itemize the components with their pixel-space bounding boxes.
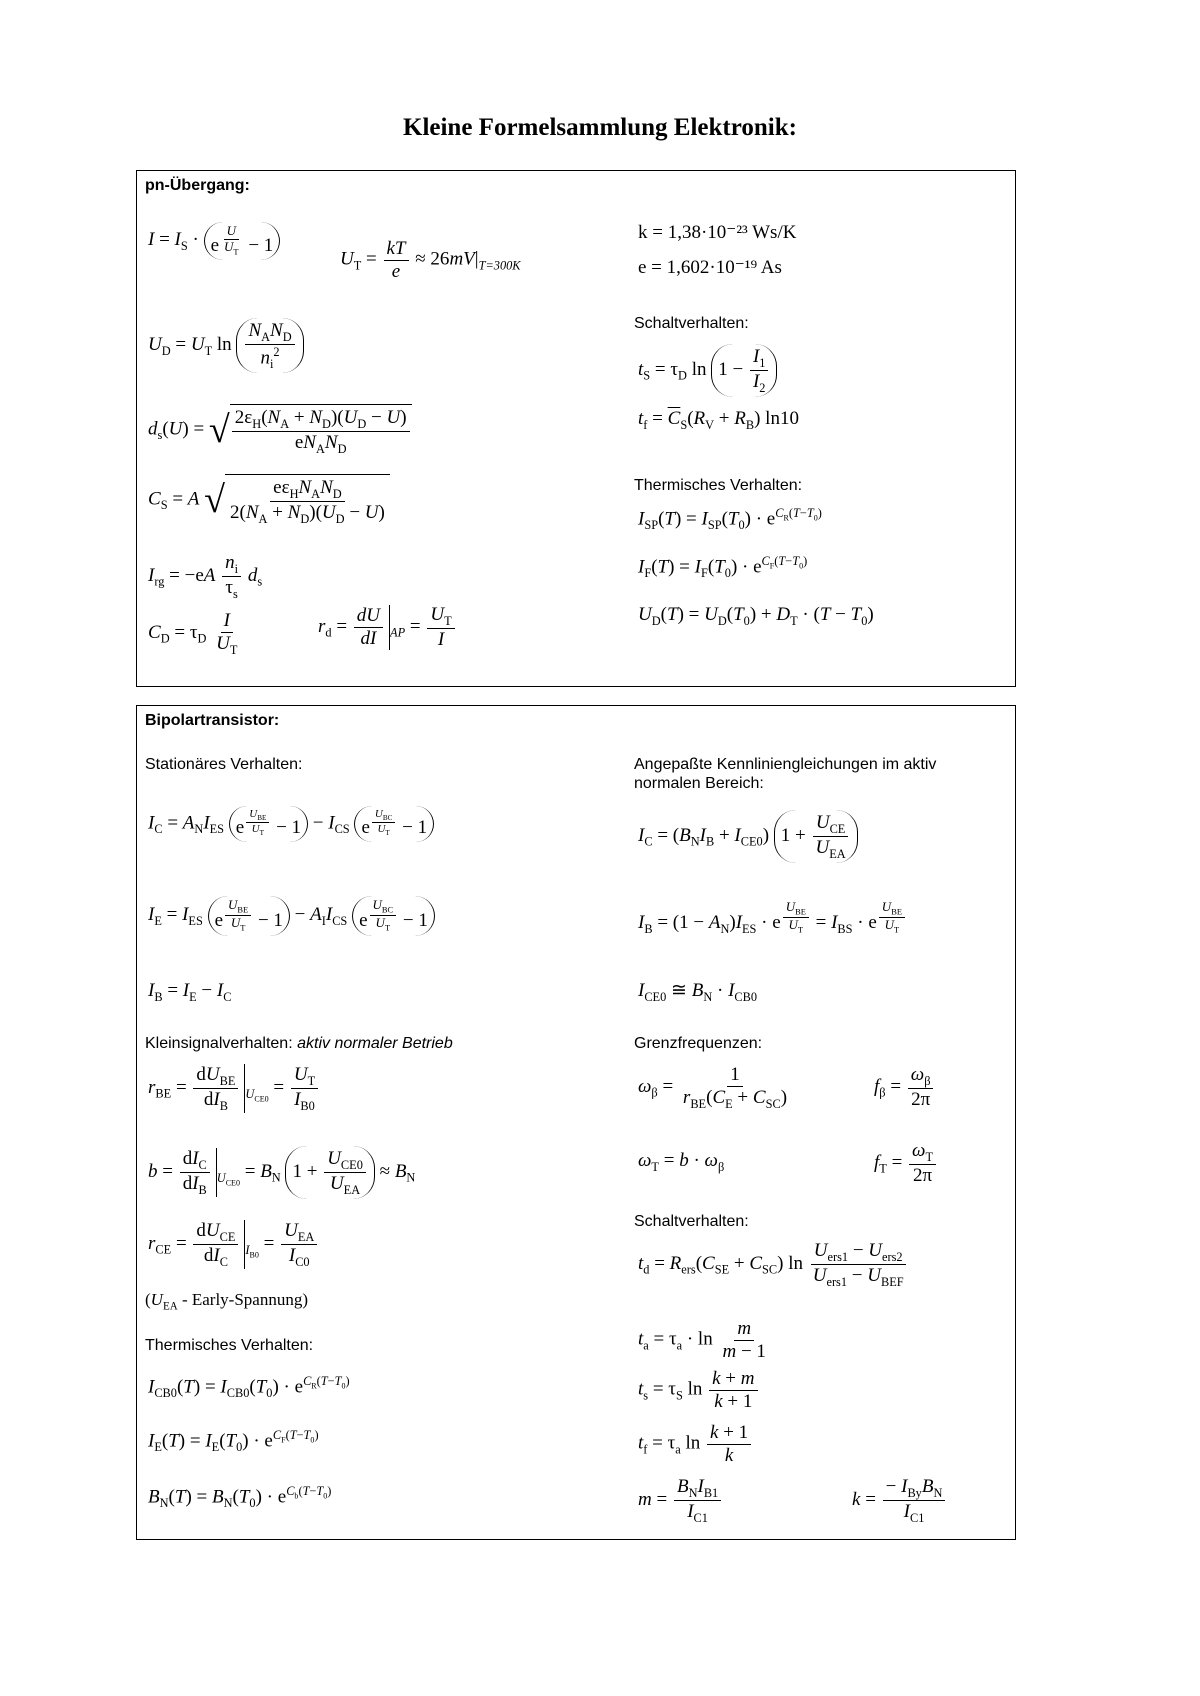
pn-switching-heading: Schaltverhalten: <box>634 315 749 332</box>
constant-charge: e = 1,602·10⁻¹⁹ As <box>638 257 782 278</box>
formula-differential-resistance: $r_d$ = $\frac{dU}{dI}$ $_{AP}$ = $\frac{U_T}{I}$ <box>318 604 457 651</box>
page-title: Kleine Formelsammlung Elektronik: <box>403 114 797 141</box>
formula-icb0-temperature: $I_{CB0}(T) = I_{CB0}(T_0) \cdot e^{C_R(T-T_0)}$ <box>148 1374 350 1401</box>
formula-rbe: $r_{BE}$ = $dU_{BE}$ $dI_B$ $_{U_{CE0}}$ = $\frac{U_T}{I_{B0}}$ <box>148 1064 320 1113</box>
formula-ie-temperature: $I_E(T) = I_E(T_0) \cdot e^{C_F(T-T_0)}$ <box>148 1428 319 1455</box>
formula-ic-adapted: $I_C = (B_NI_B + I_{CE0}) 1$ + $U_{CE}$ $U_{EA}$ <box>638 810 858 863</box>
formula-bn-temperature: $B_N(T) = B_N(T_0) \cdot e^{C_b(T-T_0)}$ <box>148 1484 332 1511</box>
formula-f-beta: $f_\beta$ = $\frac{\omega_\beta}{2\pi}$ <box>874 1064 935 1111</box>
formula-b-gain: b = $dI_C$ $dI_B$ $_{U_{CE0}} = B_N$ 1 + $U_{CE0}$ $U_{EA}$ ≈ $B_N$ <box>148 1146 415 1199</box>
formula-ice0: $I_{CE0}$ ≅ $B_N \cdot I_{CB0}$ <box>638 980 758 1004</box>
bjt-cutoff-heading: Grenzfrequenzen: <box>634 1035 763 1052</box>
bjt-thermal-heading: Thermisches Verhalten: <box>145 1337 314 1354</box>
formula-diffusion-capacitance: $C_D = \tau_D$ $\frac{I}{U_T}$ <box>148 610 238 657</box>
formula-generation-current: $I_{rg} = -eA$ $\frac{n_i}{\tau_s}$ $d_s$ <box>148 552 263 601</box>
formula-omega-t: $\omega_T = b \cdot \omega_\beta$ <box>638 1150 725 1174</box>
formula-ud-temperature: $U_D(T) = U_D(T_0) + D_T \cdot (T - T_0)$ <box>638 604 874 628</box>
constant-boltzmann: k = 1,38·10⁻²³ Ws/K <box>638 222 797 243</box>
bjt-switching-heading: Schaltverhalten: <box>634 1213 749 1230</box>
formula-fall-time-bjt: $t_f = \tau_a$ ln $\frac{k + 1}{k}$ <box>638 1422 753 1467</box>
smallsignal-mode: aktiv normaler Betrieb <box>297 1035 453 1052</box>
formula-rce: $r_{CE}$ = $dU_{CE}$ $dI_C$ $_{I_{B0}}$ = $U_{EA}$ $I_{C0}$ <box>148 1220 319 1269</box>
formula-m-factor: m = $B_NI_{B1}$ $I_{C1}$ <box>638 1476 723 1525</box>
formula-thermal-voltage: $U_T$ = $\frac{kT}{e}$ ≈ $26mV|_{T=300K}$ <box>340 238 521 282</box>
formula-depletion-width: $d_s(U)$ = √ $2\varepsilon_H(N_A + N_D)(U_D - U)$ $eN_AN_D$ <box>148 404 412 456</box>
formula-ic-ebers-moll: $I_C = A_NI_{ES}$ e $^{U_{BE} U_T}$ − $1 - I_{CS}$ e $^{U_{BC} U_T}$ − 1 <box>148 806 434 842</box>
bjt-stationary-heading: Stationäres Verhalten: <box>145 756 303 773</box>
formula-junction-capacitance: $C_S = A$ √ $e\varepsilon_HN_AN_D$ $2(N_A + N_D)(U_D - U)$ <box>148 474 390 526</box>
bjt-section-header: Bipolartransistor: <box>145 712 280 729</box>
pn-section-header: pn-Übergang: <box>145 177 250 194</box>
formula-ib-adapted: $I_B = (1 - A_N)I_{ES} \cdot e$ $^{U_{BE} U_T}$ = $I_{BS} \cdot e$ $^{U_{BE} U_T}$ <box>638 900 907 937</box>
bjt-smallsignal-heading <box>145 1034 453 1053</box>
formula-rise-time: $t_a = \tau_a \cdot \ln$ $\frac{m}{m - 1}$ <box>638 1318 766 1362</box>
formula-f-t: $f_T$ = $\frac{\omega_T}{2\pi}$ <box>874 1140 938 1187</box>
pn-thermal-heading: Thermisches Verhalten: <box>634 477 803 494</box>
formula-storage-time: $t_S = \tau_D$ ln 1 − $\frac{I_1}{I_2}$ <box>638 344 777 397</box>
formula-if-temperature: $I_F(T) = I_F(T_0) \cdot e^{C_F(T-T_0)}$ <box>638 554 808 581</box>
formula-diffusion-voltage: $U_D = U_T$ ln $N_AN_D$ $n_i^2$ <box>148 318 304 373</box>
smallsignal-label: Kleinsignalverhalten: <box>145 1035 293 1052</box>
formula-isp-temperature: $I_{SP}(T) = I_{SP}(T_0) \cdot e^{C_R(T-T_0)}$ <box>638 506 822 533</box>
formula-omega-beta: $\omega_\beta$ = 1 $r_{BE}(C_E + C_{SC})$ <box>638 1064 788 1111</box>
early-voltage-note: ($U_{EA}$ - Early-Spannung) <box>145 1290 308 1313</box>
formula-storage-time-bjt: $t_s = \tau_S$ ln $\frac{k + m}{k + 1}$ <box>638 1368 760 1413</box>
formula-k-factor: k = − $I_{By}B_N$ $I_{C1}$ <box>852 1476 947 1525</box>
formula-ib-kirchhoff: $I_B = I_E - I_C$ <box>148 980 232 1004</box>
formula-ie-ebers-moll: $I_E = I_{ES}$ e $^{U_{BE} U_T}$ − $1 - A_II_{CS}$ e $^{U_{BC} U_T}$ − 1 <box>148 896 435 936</box>
formula-fall-time: $t_f = \overline{C}_S(R_V + R_B)$ ln10 <box>638 408 799 432</box>
formula-diode-current: $I = I_S \cdot e$ $^{\frac{U}{U_T}}$ − 1 <box>148 222 280 260</box>
bjt-adapted-heading: Angepaßte Kennliniengleichungen im aktiv normalen Bereich: <box>634 756 937 793</box>
formula-delay-time: $t_d = R_{ers}(C_{SE} + C_{SC})$ ln $U_{ers1} - U_{ers2}$ $U_{ers1} - U_{BEF}$ <box>638 1240 904 1289</box>
